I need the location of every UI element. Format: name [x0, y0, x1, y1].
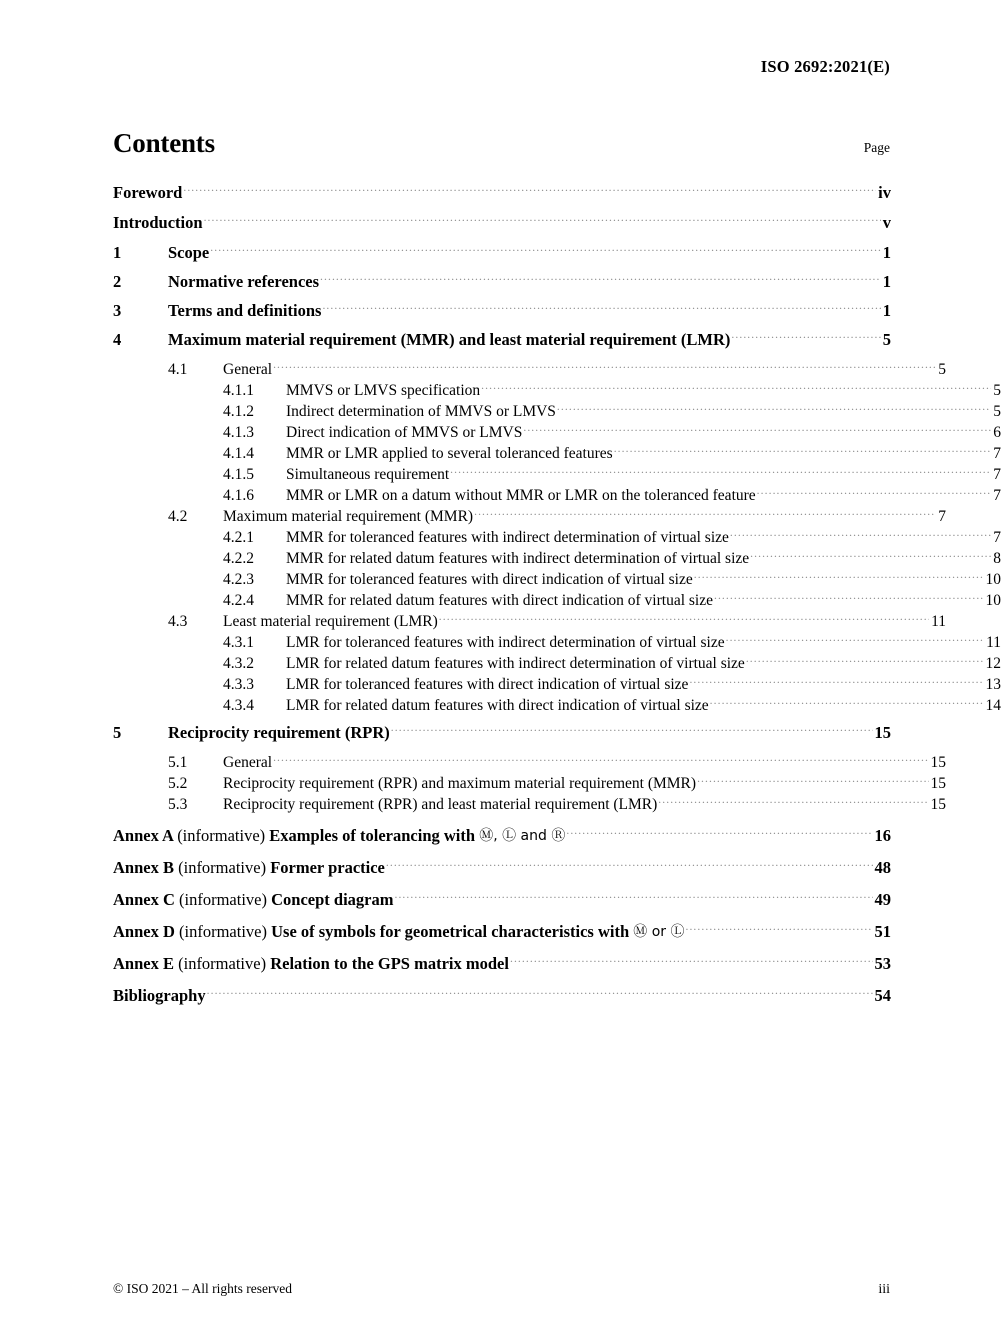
leader-dots — [210, 242, 881, 258]
toc-entry-number: 1 — [113, 242, 122, 262]
modifier-symbols: Ⓜ, Ⓛ and Ⓡ — [479, 827, 566, 844]
leader-dots — [658, 793, 928, 809]
toc-entry-number: 5 — [113, 722, 122, 742]
annex-kind: (informative) — [178, 857, 271, 877]
leader-dots — [523, 421, 991, 437]
toc-entry-page: 54 — [874, 985, 891, 1005]
contents-title-row — [113, 128, 890, 159]
leader-dots — [689, 673, 983, 689]
toc-entry-page: 5 — [882, 329, 891, 349]
annex-designation: Annex E — [113, 953, 179, 973]
toc-entry-clause[interactable] — [113, 772, 946, 791]
leader-dots — [474, 505, 936, 521]
annex-title: Former practice — [270, 857, 385, 877]
leader-dots — [510, 952, 873, 969]
toc-entry-clause[interactable] — [113, 484, 1001, 503]
toc-entry-number: 4.2.1 — [223, 528, 254, 546]
leader-dots — [557, 400, 991, 416]
leader-dots — [730, 526, 991, 542]
toc-entry-number: 4.1.6 — [223, 486, 254, 504]
toc-entry-clause[interactable] — [113, 589, 1001, 608]
toc-entry-label: Normative references — [168, 271, 320, 291]
leader-dots — [391, 722, 873, 738]
leader-dots — [750, 547, 991, 563]
toc-entry-number: 2 — [113, 271, 122, 291]
leader-dots — [320, 271, 881, 287]
annex-title-suffix: or Ⓛ — [647, 923, 685, 940]
toc-entry-number: 4.2.4 — [223, 591, 254, 609]
toc-entry-clause[interactable] — [113, 610, 946, 629]
annex-designation: Annex C — [113, 889, 180, 909]
toc-entry-page: 10 — [985, 591, 1001, 609]
toc-entry-number: 4.2.2 — [223, 549, 254, 567]
toc-entry-number: 3 — [113, 300, 122, 320]
toc-entry-number: 4.3.4 — [223, 696, 254, 714]
toc-entry-page: 13 — [985, 675, 1001, 693]
toc-entry-page: 7 — [993, 528, 1001, 546]
toc-entry-clause[interactable] — [113, 329, 891, 348]
toc-entry-clause[interactable] — [113, 568, 1001, 587]
toc-entry-label: LMR for toleranced features with indirect determination of virtual size — [286, 633, 725, 651]
toc-entry-label — [113, 825, 566, 845]
toc-entry-number: 5.3 — [168, 795, 188, 813]
page-column-header: Page — [863, 140, 890, 155]
toc-entry-label: LMR for toleranced features with direct indication of virtual size — [286, 675, 689, 693]
toc-entry-label: General — [223, 360, 273, 378]
toc-entry-page: v — [882, 212, 891, 232]
toc-entry-label: MMR for toleranced features with direct indication of virtual size — [286, 570, 693, 588]
toc-entry-clause[interactable] — [113, 442, 1001, 461]
copyright-notice: © ISO 2021 – All rights reserved — [113, 1281, 292, 1296]
toc-entry-label: MMR for toleranced features with indirect determination of virtual size — [286, 528, 729, 546]
toc-entry-clause[interactable] — [113, 526, 1001, 545]
toc-entry-page: 51 — [874, 921, 891, 941]
toc-entry-page: 7 — [993, 444, 1001, 462]
toc-entry-number: 4.1.2 — [223, 402, 254, 420]
annex-designation: Annex B — [113, 857, 179, 877]
toc-entry-number: 4.1.4 — [223, 444, 254, 462]
toc-entry-number: 5.2 — [168, 774, 188, 792]
toc-entry-page: 15 — [930, 753, 946, 771]
toc-entry-label: LMR for related datum features with direct indication of virtual size — [286, 696, 709, 714]
toc-entry-label — [113, 921, 685, 941]
leader-dots — [273, 358, 936, 374]
table-of-contents — [113, 182, 1001, 1016]
toc-entry-page: 15 — [874, 722, 891, 742]
annex-kind: (informative) — [177, 825, 270, 845]
toc-entry-label: Introduction — [113, 212, 203, 232]
toc-entry-annex[interactable] — [113, 824, 891, 844]
toc-entry-page: 16 — [874, 825, 891, 845]
toc-entry-clause[interactable] — [113, 722, 891, 741]
toc-entry-label: Maximum material requirement (MMR) and least material requirement (LMR) — [168, 329, 731, 349]
toc-entry-clause[interactable] — [113, 358, 946, 377]
leader-dots — [204, 212, 881, 228]
toc-entry-annex[interactable] — [113, 856, 891, 876]
toc-entry-clause[interactable] — [113, 694, 1001, 713]
toc-entry-page: 5 — [993, 381, 1001, 399]
toc-entry-label: MMVS or LMVS specification — [286, 381, 481, 399]
leader-dots — [726, 631, 984, 647]
toc-entry-page: 1 — [882, 271, 891, 291]
toc-entry-page: 12 — [985, 654, 1001, 672]
modifier-symbols: Ⓜ — [633, 923, 648, 940]
toc-entry-label — [113, 889, 394, 909]
toc-entry-label: Reciprocity requirement (RPR) — [168, 722, 390, 742]
toc-entry-clause[interactable] — [113, 673, 1001, 692]
toc-entry-label: Maximum material requirement (MMR) — [223, 507, 474, 525]
toc-entry-annex[interactable] — [113, 888, 891, 908]
toc-entry-clause[interactable] — [113, 505, 946, 524]
toc-entry-number: 4.1.3 — [223, 423, 254, 441]
toc-entry-clause[interactable] — [113, 751, 946, 770]
toc-entry-frontmatter[interactable] — [113, 212, 891, 231]
toc-entry-page: 7 — [993, 465, 1001, 483]
toc-entry-label: Direct indication of MMVS or LMVS — [286, 423, 523, 441]
toc-entry-number: 4.3 — [168, 612, 188, 630]
toc-entry-label: Scope — [168, 242, 210, 262]
toc-entry-label: MMR for related datum features with direct indication of virtual size — [286, 591, 713, 609]
toc-entry-number: 4.3.3 — [223, 675, 254, 693]
toc-entry-frontmatter[interactable] — [113, 182, 891, 201]
toc-entry-page: 6 — [993, 423, 1001, 441]
annex-title: Relation to the GPS matrix model — [270, 953, 509, 973]
toc-entry-page: iv — [878, 182, 891, 202]
leader-dots — [439, 610, 929, 626]
annex-kind: (informative) — [179, 921, 272, 941]
leader-dots — [207, 984, 873, 1001]
toc-entry-clause[interactable] — [113, 242, 891, 261]
annex-kind: (informative) — [179, 889, 272, 909]
toc-entry-number: 4.2 — [168, 507, 188, 525]
leader-dots — [697, 772, 928, 788]
toc-entry-label: Bibliography — [113, 985, 206, 1005]
leader-dots — [746, 652, 984, 668]
toc-entry-bibliography[interactable] — [113, 984, 891, 1004]
toc-entry-label: MMR or LMR on a datum without MMR or LMR on the toleranced feature — [286, 486, 756, 504]
toc-entry-clause[interactable] — [113, 300, 891, 319]
toc-entry-label: Reciprocity requirement (RPR) and maximum material requirement (MMR) — [223, 774, 697, 792]
toc-entry-page: 11 — [986, 633, 1001, 651]
leader-dots — [481, 379, 991, 395]
leader-dots — [273, 751, 928, 767]
leader-dots — [322, 300, 880, 316]
toc-entry-page: 10 — [985, 570, 1001, 588]
toc-entry-annex[interactable] — [113, 920, 891, 940]
toc-entry-page: 1 — [882, 242, 891, 262]
toc-entry-number: 4.1.5 — [223, 465, 254, 483]
toc-entry-label: Terms and definitions — [168, 300, 322, 320]
annex-designation: Annex D — [113, 921, 180, 941]
toc-entry-page: 14 — [985, 696, 1001, 714]
leader-dots — [714, 589, 984, 605]
toc-entry-clause[interactable] — [113, 463, 1001, 482]
leader-dots — [614, 442, 992, 458]
toc-entry-page: 15 — [930, 774, 946, 792]
leader-dots — [450, 463, 991, 479]
leader-dots — [386, 856, 873, 873]
toc-entry-clause[interactable] — [113, 631, 1001, 650]
toc-entry-label — [113, 953, 509, 973]
toc-entry-page: 48 — [874, 857, 891, 877]
toc-entry-label: General — [223, 753, 273, 771]
toc-entry-clause[interactable] — [113, 271, 891, 290]
annex-title: Examples of tolerancing with — [269, 825, 480, 845]
toc-entry-number: 4.3.2 — [223, 654, 254, 672]
leader-dots — [757, 484, 992, 500]
toc-entry-clause[interactable] — [113, 379, 1001, 398]
page-footer — [113, 1281, 890, 1298]
toc-entry-label: Foreword — [113, 182, 183, 202]
toc-entry-number: 4.2.3 — [223, 570, 254, 588]
toc-entry-page: 11 — [931, 612, 946, 630]
toc-entry-number: 4.3.1 — [223, 633, 254, 651]
toc-entry-page: 5 — [993, 402, 1001, 420]
leader-dots — [394, 888, 872, 905]
toc-entry-page: 7 — [993, 486, 1001, 504]
page-number: iii — [878, 1282, 890, 1297]
toc-entry-clause[interactable] — [113, 793, 946, 812]
toc-entry-number: 4.1.1 — [223, 381, 254, 399]
toc-entry-clause[interactable] — [113, 652, 1001, 671]
toc-entry-clause[interactable] — [113, 400, 1001, 419]
leader-dots — [685, 920, 872, 937]
annex-title: Concept diagram — [271, 889, 394, 909]
annex-kind: (informative) — [178, 953, 271, 973]
leader-dots — [694, 568, 984, 584]
toc-entry-page: 7 — [938, 507, 946, 525]
toc-entry-page: 1 — [882, 300, 891, 320]
toc-entry-label: MMR for related datum features with indirect determination of virtual size — [286, 549, 750, 567]
toc-entry-label — [113, 857, 385, 877]
leader-dots — [710, 694, 984, 710]
leader-dots — [183, 182, 876, 198]
toc-entry-clause[interactable] — [113, 547, 1001, 566]
toc-entry-label: Indirect determination of MMVS or LMVS — [286, 402, 556, 420]
toc-entry-number: 5.1 — [168, 753, 188, 771]
toc-entry-number: 4.1 — [168, 360, 188, 378]
toc-entry-number: 4 — [113, 329, 122, 349]
toc-entry-label: LMR for related datum features with indirect determination of virtual size — [286, 654, 745, 672]
toc-entry-annex[interactable] — [113, 952, 891, 972]
annex-title: Use of symbols for geometrical characteristics with — [271, 921, 634, 941]
toc-entry-page: 5 — [938, 360, 946, 378]
toc-entry-page: 15 — [930, 795, 946, 813]
toc-entry-page: 53 — [874, 953, 891, 973]
page-title: Contents — [113, 128, 215, 158]
toc-entry-label: Reciprocity requirement (RPR) and least material requirement (LMR) — [223, 795, 658, 813]
toc-entry-label: Least material requirement (LMR) — [223, 612, 438, 630]
toc-entry-page: 8 — [993, 549, 1001, 567]
toc-entry-label: Simultaneous requirement — [286, 465, 450, 483]
leader-dots — [731, 329, 880, 345]
leader-dots — [566, 824, 872, 841]
document-reference-header: ISO 2692:2021(E) — [760, 57, 890, 76]
toc-entry-label: MMR or LMR applied to several toleranced features — [286, 444, 613, 462]
annex-designation: Annex A — [113, 825, 178, 845]
toc-entry-page: 49 — [874, 889, 891, 909]
toc-entry-clause[interactable] — [113, 421, 1001, 440]
